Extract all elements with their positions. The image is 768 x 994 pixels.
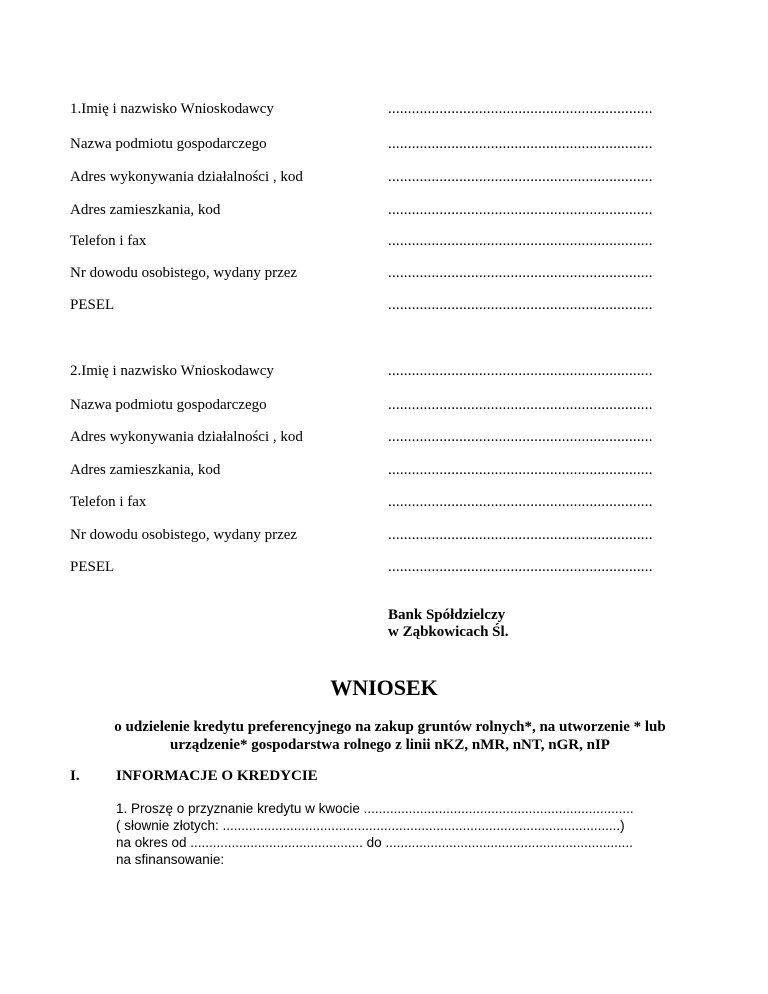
document-title: WNIOSEK — [330, 675, 438, 700]
field-label: 2.Imię i nazwisko Wnioskodawcy — [70, 363, 274, 379]
fill-in-line[interactable]: ................................................................... — [388, 265, 653, 281]
section-heading: INFORMACJE O KREDYCIE — [116, 768, 318, 784]
bank-name: Bank Spółdzielczy — [388, 607, 506, 623]
fill-in-line[interactable]: ................................................................... — [388, 363, 653, 379]
field-label: Nazwa podmiotu gospodarczego — [70, 136, 267, 152]
fill-in-line[interactable]: ................................................................... — [388, 169, 653, 185]
field-label: Nr dowodu osobistego, wydany przez — [70, 265, 298, 281]
field-label: Adres zamieszkania, kod — [70, 462, 221, 478]
fill-in-line[interactable]: ................................................................... — [388, 101, 653, 117]
financing-purpose-line: na sfinansowanie: — [116, 852, 225, 867]
fill-in-line[interactable]: ................................................................... — [388, 527, 653, 543]
field-label: PESEL — [70, 297, 115, 313]
field-label: Adres wykonywania działalności , kod — [70, 429, 303, 445]
section-number: I. — [70, 768, 80, 784]
fill-in-line[interactable]: ................................................................... — [388, 429, 653, 445]
field-label: PESEL — [70, 559, 115, 575]
fill-in-line[interactable]: ................................................................... — [388, 397, 653, 413]
fill-in-line[interactable]: ................................................................... — [388, 297, 653, 313]
bank-location: w Ząbkowicach Śl. — [388, 624, 509, 640]
field-label: Telefon i fax — [70, 494, 147, 510]
fill-in-line[interactable]: ................................................................... — [388, 202, 653, 218]
fill-in-line[interactable]: ................................................................... — [388, 462, 653, 478]
field-label: Adres wykonywania działalności , kod — [70, 169, 303, 185]
fill-in-line[interactable]: ................................................................... — [388, 494, 653, 510]
document-subtitle: o udzielenie kredytu preferencyjnego na zakup gruntów rolnych*, na utworzenie * lub urządzenie* gospodarstwa rolnego z linii nKZ, nMR, nNT, nGR, nIP — [114, 719, 666, 753]
fill-in-line[interactable]: ................................................................... — [388, 559, 653, 575]
loan-amount-line[interactable]: 1. Proszę o przyznanie kredytu w kwocie ........................................................................ — [116, 801, 634, 816]
field-label: Nazwa podmiotu gospodarczego — [70, 397, 267, 413]
field-label: Telefon i fax — [70, 233, 147, 249]
field-label: 1.Imię i nazwisko Wnioskodawcy — [70, 101, 274, 117]
amount-in-words-line[interactable]: ( słownie złotych: ..........................................................................................................) — [116, 818, 625, 833]
fill-in-line[interactable]: ................................................................... — [388, 136, 653, 152]
fill-in-line[interactable]: ................................................................... — [388, 233, 653, 249]
field-label: Adres zamieszkania, kod — [70, 202, 221, 218]
field-label: Nr dowodu osobistego, wydany przez — [70, 527, 298, 543]
loan-period-line[interactable]: na okres od .............................................. do .................................................................. — [116, 835, 633, 850]
